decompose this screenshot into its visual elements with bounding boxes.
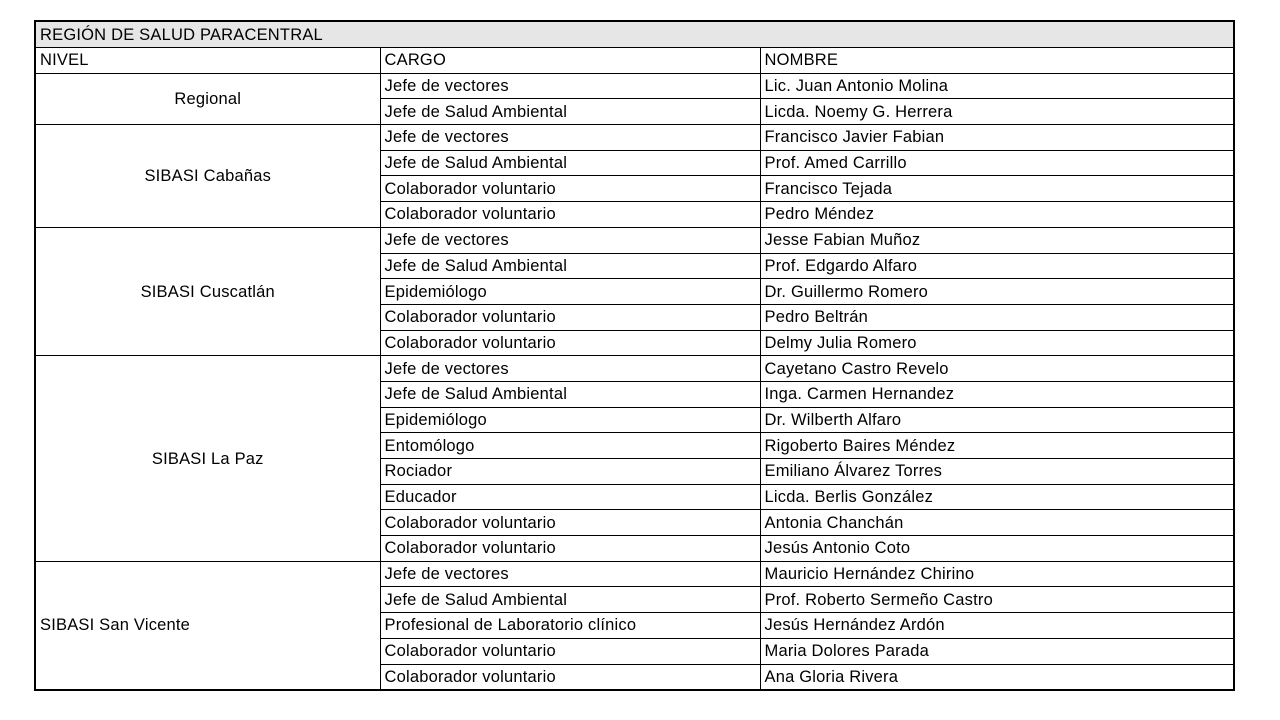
nombre-cell: Licda. Berlis González — [760, 484, 1234, 510]
table-title: REGIÓN DE SALUD PARACENTRAL — [35, 21, 1234, 48]
cargo-cell: Rociador — [380, 459, 760, 485]
cargo-cell: Jefe de vectores — [380, 561, 760, 587]
nivel-cell: SIBASI Cabañas — [35, 125, 380, 228]
nombre-cell: Delmy Julia Romero — [760, 330, 1234, 356]
cargo-cell: Profesional de Laboratorio clínico — [380, 613, 760, 639]
nombre-cell: Cayetano Castro Revelo — [760, 356, 1234, 382]
nombre-cell: Lic. Juan Antonio Molina — [760, 73, 1234, 99]
nivel-cell: SIBASI San Vicente — [35, 561, 380, 690]
nivel-cell: SIBASI La Paz — [35, 356, 380, 562]
nombre-cell: Prof. Roberto Sermeño Castro — [760, 587, 1234, 613]
table-row — [35, 73, 1234, 99]
header-cargo: CARGO — [380, 48, 760, 74]
nombre-cell: Antonia Chanchán — [760, 510, 1234, 536]
cargo-cell: Jefe de vectores — [380, 356, 760, 382]
nombre-cell: Prof. Amed Carrillo — [760, 150, 1234, 176]
nombre-cell: Dr. Guillermo Romero — [760, 279, 1234, 305]
nombre-cell: Francisco Tejada — [760, 176, 1234, 202]
table-body — [35, 21, 1234, 690]
nombre-cell: Francisco Javier Fabian — [760, 125, 1234, 151]
nombre-cell: Mauricio Hernández Chirino — [760, 561, 1234, 587]
nivel-cell: Regional — [35, 73, 380, 124]
nombre-cell: Jesús Antonio Coto — [760, 536, 1234, 562]
personnel-table — [34, 20, 1235, 691]
nombre-cell: Inga. Carmen Hernandez — [760, 381, 1234, 407]
cargo-cell: Jefe de Salud Ambiental — [380, 381, 760, 407]
nombre-cell: Rigoberto Baires Méndez — [760, 433, 1234, 459]
nombre-cell: Pedro Beltrán — [760, 304, 1234, 330]
cargo-cell: Colaborador voluntario — [380, 202, 760, 228]
nombre-cell: Jesús Hernández Ardón — [760, 613, 1234, 639]
cargo-cell: Colaborador voluntario — [380, 638, 760, 664]
header-nivel: NIVEL — [35, 48, 380, 74]
cargo-cell: Epidemiólogo — [380, 407, 760, 433]
nombre-cell: Emiliano Álvarez Torres — [760, 459, 1234, 485]
nombre-cell: Ana Gloria Rivera — [760, 664, 1234, 690]
title-row — [35, 21, 1234, 48]
cargo-cell: Colaborador voluntario — [380, 176, 760, 202]
table-row — [35, 561, 1234, 587]
cargo-cell: Colaborador voluntario — [380, 304, 760, 330]
cargo-cell: Educador — [380, 484, 760, 510]
table-row — [35, 125, 1234, 151]
cargo-cell: Epidemiólogo — [380, 279, 760, 305]
nombre-cell: Prof. Edgardo Alfaro — [760, 253, 1234, 279]
nombre-cell: Licda. Noemy G. Herrera — [760, 99, 1234, 125]
nombre-cell: Pedro Méndez — [760, 202, 1234, 228]
cargo-cell: Jefe de vectores — [380, 125, 760, 151]
cargo-cell: Jefe de vectores — [380, 73, 760, 99]
cargo-cell: Jefe de Salud Ambiental — [380, 99, 760, 125]
table-row — [35, 356, 1234, 382]
header-nombre: NOMBRE — [760, 48, 1234, 74]
nombre-cell: Jesse Fabian Muñoz — [760, 227, 1234, 253]
table-row — [35, 227, 1234, 253]
cargo-cell: Jefe de Salud Ambiental — [380, 150, 760, 176]
header-row — [35, 48, 1234, 74]
cargo-cell: Colaborador voluntario — [380, 330, 760, 356]
nivel-cell: SIBASI Cuscatlán — [35, 227, 380, 355]
cargo-cell: Colaborador voluntario — [380, 664, 760, 690]
cargo-cell: Colaborador voluntario — [380, 536, 760, 562]
cargo-cell: Jefe de vectores — [380, 227, 760, 253]
cargo-cell: Colaborador voluntario — [380, 510, 760, 536]
cargo-cell: Jefe de Salud Ambiental — [380, 587, 760, 613]
cargo-cell: Jefe de Salud Ambiental — [380, 253, 760, 279]
nombre-cell: Dr. Wilberth Alfaro — [760, 407, 1234, 433]
cargo-cell: Entomólogo — [380, 433, 760, 459]
nombre-cell: Maria Dolores Parada — [760, 638, 1234, 664]
